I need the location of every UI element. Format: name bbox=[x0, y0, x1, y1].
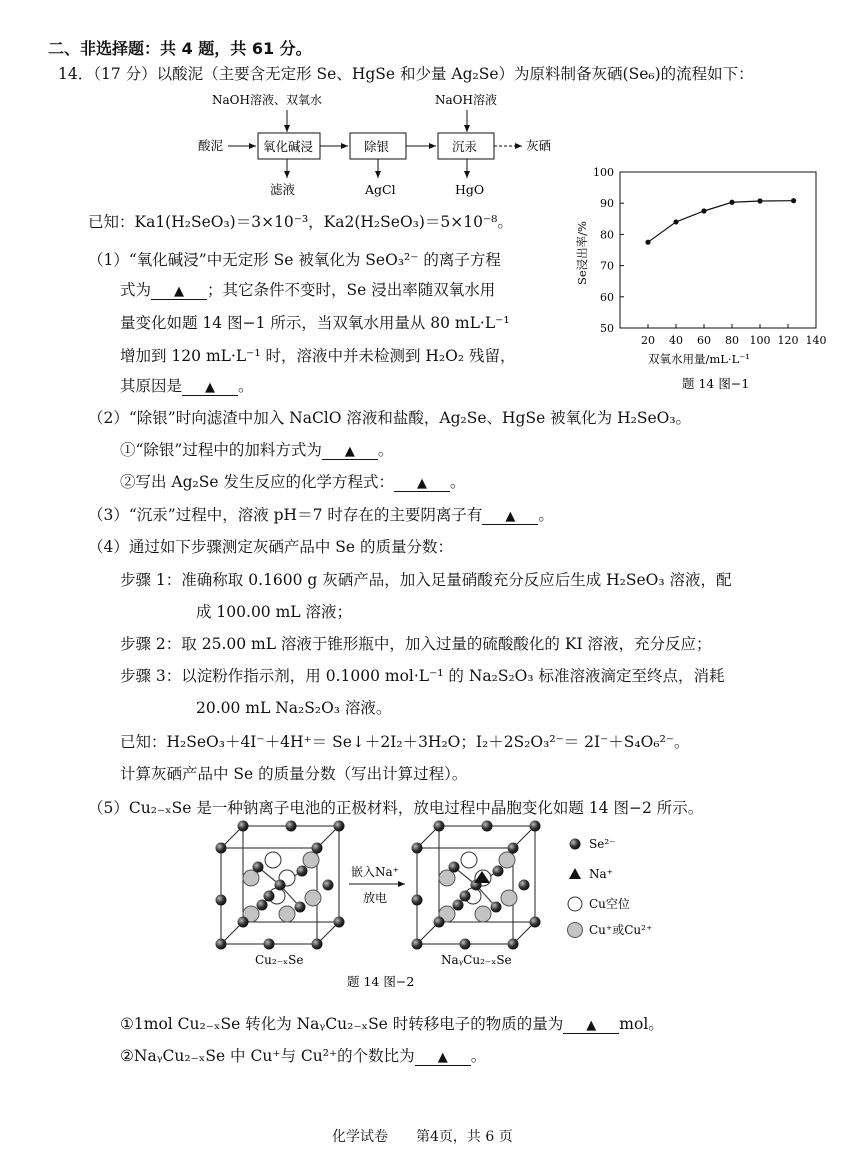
crystal-cell-left bbox=[216, 821, 345, 950]
se-ion bbox=[412, 939, 423, 950]
chart-caption: 题 14 图−1 bbox=[682, 376, 750, 391]
se-ion bbox=[460, 939, 471, 950]
cell-label-left: Cu₂₋ₓSe bbox=[255, 953, 304, 967]
se-ion bbox=[493, 866, 504, 877]
se-ion bbox=[257, 900, 268, 911]
cu-ion bbox=[303, 852, 319, 868]
chart-data-point bbox=[757, 198, 762, 203]
p4-step3a: 步骤 3：以淀粉作指示剂，用 0.1000 mol·L⁻¹ 的 Na₂S₂O₃ 标准溶液滴定至终点，消耗 bbox=[120, 667, 725, 685]
answer-blank-3: ▲ bbox=[482, 506, 538, 525]
figure-caption-2: 题 14 图−2 bbox=[347, 974, 415, 989]
se-ion bbox=[449, 862, 460, 873]
p4-known: 已知：H₂SeO₃＋4I⁻＋4H⁺＝ Se↓＋2I₂＋3H₂O；I₂＋2S₂O₃²⁻＝ 2I⁻＋S₄O₆²⁻。 bbox=[120, 733, 690, 751]
cu-vacancy bbox=[265, 852, 281, 868]
se-ion bbox=[275, 880, 286, 891]
p5-line1: （5）Cu₂₋ₓSe 是一种钠离子电池的正极材料，放电过程中晶胞变化如题 14 图−2 所示。 bbox=[88, 799, 704, 817]
se-ion bbox=[312, 939, 323, 950]
legend-se-label: Se²⁻ bbox=[589, 837, 616, 851]
se-ion bbox=[460, 891, 471, 902]
p4-calc: 计算灰硒产品中 Se 的质量分数（写出计算过程）。 bbox=[120, 765, 468, 783]
p1-line2: 式为 ▲ ；其它条件不变时，Se 浸出率随双氧水用 bbox=[120, 281, 496, 299]
chart-x-tick-label: 80 bbox=[725, 334, 739, 347]
se-ion bbox=[264, 891, 275, 902]
process-flow-diagram bbox=[190, 86, 590, 198]
se-ion bbox=[530, 917, 541, 928]
flow-end: 灰硒 bbox=[526, 138, 552, 153]
se-leach-rate-chart bbox=[570, 160, 840, 400]
arrow-label-bottom: 放电 bbox=[363, 891, 388, 905]
chart-data-point bbox=[673, 219, 678, 224]
cu-ion bbox=[279, 906, 295, 922]
answer-blank-1-1: ▲ bbox=[151, 281, 207, 300]
legend-na-label: Na⁺ bbox=[589, 867, 613, 881]
chart-x-tick-label: 140 bbox=[805, 334, 827, 347]
p5-q2: ②NaᵧCu₂₋ₓSe 中 Cu⁺与 Cu²⁺的个数比为 ▲ 。 bbox=[120, 1047, 487, 1065]
p4-step2: 步骤 2：取 25.00 mL 溶液于锥形瓶中，加入过量的硫酸酸化的 KI 溶液，充分反应； bbox=[120, 635, 712, 653]
flow-out-1: 滤液 bbox=[270, 182, 296, 197]
answer-blank-2-2: ▲ bbox=[394, 473, 450, 492]
answer-blank-5-2: ▲ bbox=[415, 1047, 471, 1066]
flow-start: 酸泥 bbox=[198, 138, 224, 153]
p4-step3b: 20.00 mL Na₂S₂O₃ 溶液。 bbox=[196, 699, 392, 717]
se-ion bbox=[216, 939, 227, 950]
se-ion bbox=[412, 895, 423, 906]
chart-x-axis-label: 双氧水用量/mL·L⁻¹ bbox=[648, 352, 750, 366]
se-ion bbox=[530, 821, 541, 832]
se-ion bbox=[295, 902, 306, 913]
chart-data-point bbox=[729, 200, 734, 205]
chart-data-point bbox=[645, 240, 650, 245]
answer-blank-5-1: ▲ bbox=[563, 1015, 619, 1034]
p4-step1a: 步骤 1：准确称取 0.1600 g 灰硒产品，加入足量硝酸充分反应后生成 H₂SeO₃ 溶液，配 bbox=[120, 571, 732, 589]
question-14-intro: 14．（17 分）以酸泥（主要含无定形 Se、HgSe 和少量 Ag₂Se）为原料制备灰硒(Se₆)的流程如下： bbox=[58, 65, 754, 83]
section-header: 二、非选择题：共 4 题，共 61 分。 bbox=[48, 39, 312, 58]
chart-series-line bbox=[648, 201, 794, 242]
se-ion bbox=[286, 821, 297, 832]
p4-line1: （4）通过如下步骤测定灰硒产品中 Se 的质量分数： bbox=[88, 538, 454, 556]
se-ion bbox=[508, 939, 519, 950]
se-ion bbox=[216, 895, 227, 906]
chart-y-tick-label: 90 bbox=[600, 197, 614, 211]
cu-ion bbox=[501, 890, 517, 906]
chart-y-tick-label: 60 bbox=[600, 290, 614, 304]
flow-box-silver-label: 除银 bbox=[364, 139, 390, 154]
se-ion bbox=[508, 843, 519, 854]
p4-step1b: 成 100.00 mL 溶液； bbox=[196, 603, 353, 621]
cu-ion bbox=[305, 890, 321, 906]
page-footer: 化学试卷 第4页，共 6 页 bbox=[332, 1129, 513, 1145]
p1-line5: 其原因是 ▲ 。 bbox=[120, 377, 254, 395]
se-ion bbox=[238, 821, 249, 832]
cu-ion bbox=[243, 870, 259, 886]
known-ka: 已知：Ka1(H₂SeO₃)＝3×10⁻³，Ka2(H₂SeO₃)＝5×10⁻⁸。 bbox=[88, 213, 513, 231]
chart-x-tick-label: 60 bbox=[697, 334, 711, 347]
se-ion bbox=[216, 843, 227, 854]
cu-vacancy bbox=[461, 852, 477, 868]
p3-line: （3）“沉汞”过程中，溶液 pH＝7 时存在的主要阴离子有 ▲ 。 bbox=[88, 506, 554, 524]
chart-y-tick-label: 70 bbox=[600, 259, 614, 273]
se-ion bbox=[323, 880, 334, 891]
se-ion bbox=[312, 843, 323, 854]
p2-line1: （2）“除银”时向滤渣中加入 NaClO 溶液和盐酸，Ag₂Se、HgSe 被氧化为 H₂SeO₃。 bbox=[88, 409, 692, 427]
flow-reagent-1: NaOH溶液、双氧水 bbox=[212, 93, 322, 107]
chart-y-tick-label: 100 bbox=[593, 166, 614, 179]
chart-plot-frame bbox=[620, 172, 816, 328]
chart-x-tick-label: 20 bbox=[641, 334, 655, 347]
p1-line3: 量变化如题 14 图−1 所示，当双氧水用量从 80 mL·L⁻¹ bbox=[120, 314, 510, 332]
se-ion bbox=[434, 821, 445, 832]
se-ion bbox=[264, 939, 275, 950]
legend-vacancy-marker bbox=[568, 897, 582, 911]
p1-line4: 增加到 120 mL·L⁻¹ 时，溶液中并未检测到 H₂O₂ 残留， bbox=[120, 347, 516, 365]
crystal-cell-right bbox=[412, 821, 541, 950]
chart-x-tick-label: 40 bbox=[669, 334, 683, 347]
chart-y-tick-label: 50 bbox=[600, 322, 614, 335]
flow-box-oxidation-label: 氧化碱浸 bbox=[263, 139, 314, 154]
legend-vacancy-label: Cu空位 bbox=[589, 897, 630, 911]
chart-x-tick-label: 100 bbox=[749, 334, 771, 347]
flow-reagent-2: NaOH溶液 bbox=[435, 93, 497, 107]
arrow-label-top: 嵌入Na⁺ bbox=[351, 865, 399, 879]
se-ion bbox=[482, 821, 493, 832]
se-ion bbox=[434, 917, 445, 928]
answer-blank-2-1: ▲ bbox=[322, 441, 378, 460]
chart-y-axis-label: Se浸出率/% bbox=[575, 221, 589, 285]
cu-ion bbox=[439, 870, 455, 886]
flow-box-mercury-label: 沉汞 bbox=[452, 139, 478, 154]
chart-x-tick-label: 120 bbox=[777, 334, 799, 347]
p1-line1: （1）“氧化碱浸”中无定形 Se 被氧化为 SeO₃²⁻ 的离子方程 bbox=[88, 251, 501, 269]
flow-out-2: AgCl bbox=[365, 182, 396, 197]
legend-cu-label: Cu⁺或Cu²⁺ bbox=[589, 923, 653, 937]
p5-q1: ①1mol Cu₂₋ₓSe 转化为 NaᵧCu₂₋ₓSe 时转移电子的物质的量为 ▲ mol。 bbox=[120, 1015, 664, 1033]
p2-line2: ①“除银”过程中的加料方式为 ▲ 。 bbox=[120, 441, 394, 459]
crystal-cell-figure bbox=[215, 818, 675, 990]
chart-data-point bbox=[701, 208, 706, 213]
answer-blank-1-2: ▲ bbox=[182, 377, 238, 396]
se-ion bbox=[334, 917, 345, 928]
chart-y-tick-label: 80 bbox=[600, 228, 614, 242]
chart-data-point bbox=[791, 198, 796, 203]
legend-na-marker bbox=[569, 868, 581, 879]
legend-cu-marker bbox=[568, 923, 583, 938]
se-ion bbox=[238, 917, 249, 928]
se-ion bbox=[491, 902, 502, 913]
se-ion bbox=[453, 900, 464, 911]
se-ion bbox=[519, 880, 530, 891]
flow-out-3: HgO bbox=[455, 182, 485, 197]
legend-se-marker bbox=[570, 839, 581, 850]
cell-label-right: NaᵧCu₂₋ₓSe bbox=[441, 953, 512, 967]
se-ion bbox=[297, 866, 308, 877]
se-ion bbox=[412, 843, 423, 854]
cu-ion bbox=[499, 852, 515, 868]
se-ion bbox=[334, 821, 345, 832]
se-ion bbox=[253, 862, 264, 873]
p2-line3: ②写出 Ag₂Se 发生反应的化学方程式： ▲ 。 bbox=[120, 473, 466, 491]
cu-ion bbox=[475, 906, 491, 922]
